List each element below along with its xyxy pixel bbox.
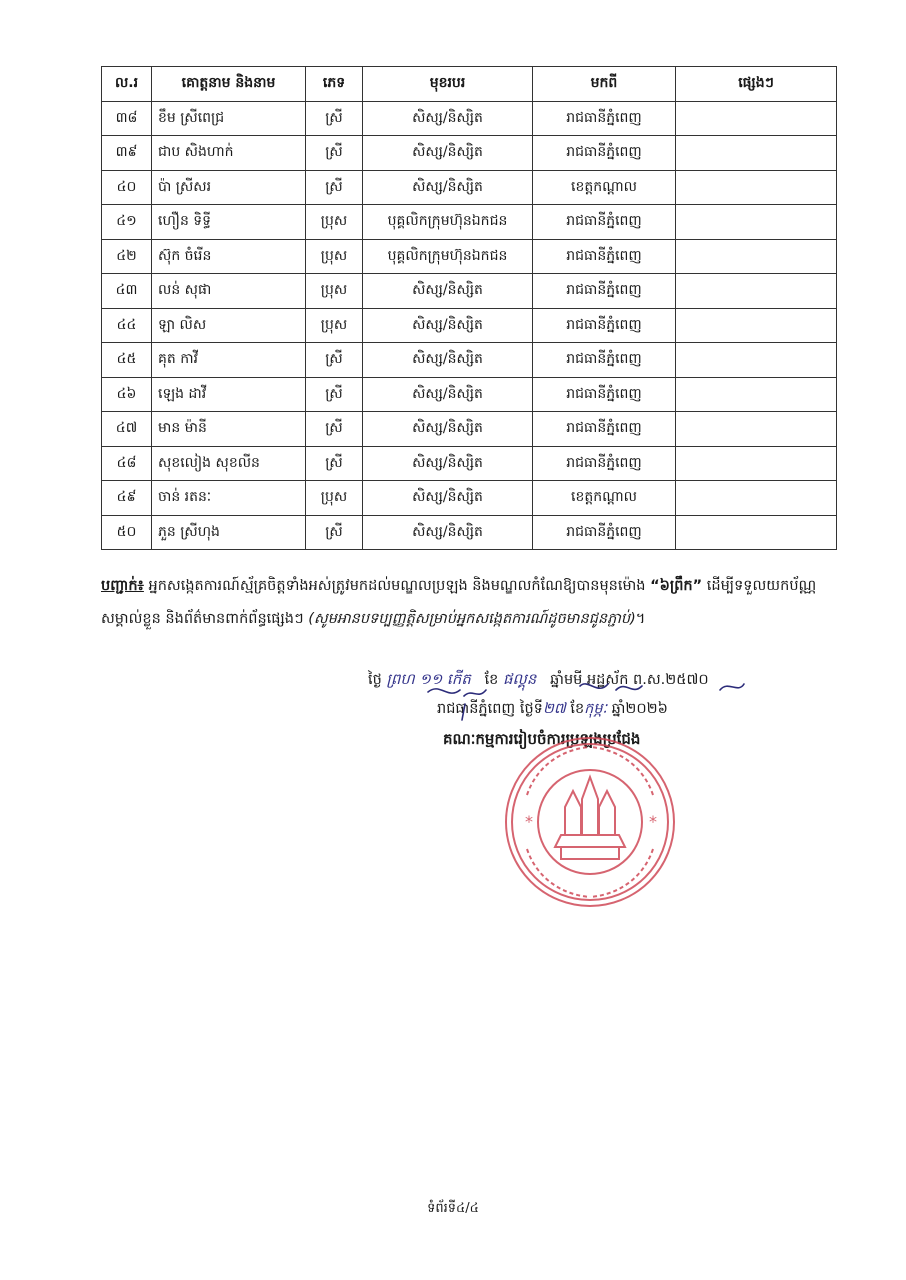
- official-seal-icon: [503, 735, 678, 910]
- row-other: [676, 205, 837, 240]
- row-sex: ស្រី: [306, 136, 363, 171]
- table-row: [102, 205, 837, 240]
- solar-day-handwritten: ២៧: [542, 701, 566, 717]
- row-occupation: សិស្ស/និស្សិត: [363, 446, 533, 481]
- note-label: បញ្ជាក់៖: [101, 578, 144, 594]
- row-number: ៣៨: [102, 101, 152, 136]
- row-occupation: សិស្ស/និស្សិត: [363, 343, 533, 378]
- header-occupation: មុខរបរ: [363, 67, 533, 102]
- table-row: [102, 515, 837, 550]
- table-row: [102, 101, 837, 136]
- row-name: មាន ម៉ានី: [152, 412, 306, 447]
- row-sex: ស្រី: [306, 446, 363, 481]
- row-occupation: សិស្ស/និស្សិត: [363, 308, 533, 343]
- row-occupation: សិស្ស/និស្សិត: [363, 377, 533, 412]
- row-occupation: សិស្ស/និស្សិត: [363, 136, 533, 171]
- row-other: [676, 515, 837, 550]
- row-from: រាជធានីភ្នំពេញ: [533, 136, 676, 171]
- note-time: “៦ព្រឹក”: [650, 578, 703, 594]
- row-number: ៤៧: [102, 412, 152, 447]
- note-text-1: អ្នកសង្កេតការណ៍ស្ម័គ្រចិត្តទាំងអស់ត្រូវមកដល់មណ្ឌលប្រឡង និងមណ្ឌលកំណែឱ្យបានមុនម៉ោង: [143, 578, 651, 594]
- row-other: [676, 446, 837, 481]
- row-other: [676, 274, 837, 309]
- observer-table: [101, 66, 837, 550]
- header-name: គោត្តនាម និងនាម: [152, 67, 306, 102]
- row-occupation: បុគ្គលិកក្រុមហ៊ុនឯកជន: [363, 239, 533, 274]
- row-from: រាជធានីភ្នំពេញ: [533, 515, 676, 550]
- row-other: [676, 136, 837, 171]
- row-occupation: សិស្ស/និស្សិត: [363, 481, 533, 516]
- row-name: ចាន់ រតនៈ: [152, 481, 306, 516]
- row-other: [676, 170, 837, 205]
- row-sex: ប្រុស: [306, 205, 363, 240]
- row-from: ខេត្តកណ្តាល: [533, 481, 676, 516]
- row-sex: ស្រី: [306, 343, 363, 378]
- table-header-row: [102, 67, 837, 102]
- row-name: ភួន ស្រីហុង: [152, 515, 306, 550]
- row-number: ៥០: [102, 515, 152, 550]
- row-from: រាជធានីភ្នំពេញ: [533, 239, 676, 274]
- note-end: ។: [635, 611, 646, 627]
- lunar-year: ឆ្នាំមមី អដ្ឋស័ក ព.ស.២៥៧០: [550, 672, 709, 688]
- signature-icon: [420, 660, 750, 730]
- row-number: ៤៤: [102, 308, 152, 343]
- table-row: [102, 412, 837, 447]
- table-row: [102, 308, 837, 343]
- note-text-2: ដើម្បីទទួលយកប័ណ្ណសម្គាល់ខ្លួន និងព័ត៌មានពាក់ព័ន្ធផ្សេងៗ: [101, 578, 817, 627]
- header-other: ផ្សេងៗ: [676, 67, 837, 102]
- row-other: [676, 343, 837, 378]
- header-from: មកពី: [533, 67, 676, 102]
- solar-month-handwritten: កុម្ភៈ: [584, 701, 607, 717]
- row-number: ៤៦: [102, 377, 152, 412]
- row-name: លន់ សុផា: [152, 274, 306, 309]
- row-number: ៤៨: [102, 446, 152, 481]
- row-other: [676, 239, 837, 274]
- row-from: រាជធានីភ្នំពេញ: [533, 274, 676, 309]
- row-number: ៤០: [102, 170, 152, 205]
- row-other: [676, 308, 837, 343]
- row-sex: ស្រី: [306, 412, 363, 447]
- svg-text:*: *: [525, 812, 533, 831]
- row-name: សុខលៀង សុខលីន: [152, 446, 306, 481]
- row-name: ឡេង ដាវី: [152, 377, 306, 412]
- row-occupation: សិស្ស/និស្សិត: [363, 274, 533, 309]
- row-occupation: បុគ្គលិកក្រុមហ៊ុនឯកជន: [363, 205, 533, 240]
- lunar-day-handwritten: ព្រហ ១១ កើត: [386, 670, 471, 688]
- row-number: ៤២: [102, 239, 152, 274]
- header-sex: ភេទ: [306, 67, 363, 102]
- table-row: [102, 377, 837, 412]
- page-number: ទំព័រទី៤/៤: [427, 1201, 479, 1216]
- solar-month-prefix: ខែ: [570, 701, 585, 717]
- row-name: ហឿន ទិទ្ធី: [152, 205, 306, 240]
- table-row: [102, 274, 837, 309]
- table-row: [102, 446, 837, 481]
- row-occupation: សិស្ស/និស្សិត: [363, 412, 533, 447]
- row-name: ឡា លិស: [152, 308, 306, 343]
- row-sex: ប្រុស: [306, 239, 363, 274]
- table-row: [102, 343, 837, 378]
- lunar-prefix: ថ្ងៃ: [368, 672, 382, 688]
- row-name: គុត កាវី: [152, 343, 306, 378]
- row-other: [676, 377, 837, 412]
- row-sex: ប្រុស: [306, 274, 363, 309]
- row-other: [676, 101, 837, 136]
- svg-text:*: *: [649, 812, 657, 831]
- header-no: ល.រ: [102, 67, 152, 102]
- row-number: ៤៥: [102, 343, 152, 378]
- row-occupation: សិស្ស/និស្សិត: [363, 515, 533, 550]
- table-row: [102, 136, 837, 171]
- note-italic: (សូមអានបទប្បញ្ញត្តិសម្រាប់អ្នកសង្កេតការណ៍ដូចមានជូនភ្ជាប់): [308, 611, 636, 627]
- table-body: [102, 101, 837, 550]
- row-name: ប៉ា ស្រីសរ: [152, 170, 306, 205]
- row-from: រាជធានីភ្នំពេញ: [533, 205, 676, 240]
- table-row: [102, 481, 837, 516]
- row-sex: ប្រុស: [306, 308, 363, 343]
- note-paragraph: [101, 570, 841, 636]
- solar-year: ឆ្នាំ២០២៦: [611, 701, 668, 717]
- row-sex: ស្រី: [306, 101, 363, 136]
- row-from: រាជធានីភ្នំពេញ: [533, 377, 676, 412]
- row-occupation: សិស្ស/និស្សិត: [363, 101, 533, 136]
- row-other: [676, 481, 837, 516]
- row-other: [676, 412, 837, 447]
- row-from: រាជធានីភ្នំពេញ: [533, 343, 676, 378]
- row-number: ៤១: [102, 205, 152, 240]
- committee-name: គណៈកម្មការរៀបចំការប្រឡងប្រជែង: [443, 730, 641, 748]
- row-name: ជាប សិងហាក់: [152, 136, 306, 171]
- row-from: រាជធានីភ្នំពេញ: [533, 446, 676, 481]
- row-number: ៤៣: [102, 274, 152, 309]
- row-sex: ស្រី: [306, 170, 363, 205]
- lunar-month-handwritten: ផល្គុន: [503, 670, 537, 688]
- row-occupation: សិស្ស/និស្សិត: [363, 170, 533, 205]
- row-number: ៤៩: [102, 481, 152, 516]
- lunar-month-prefix: ខែ: [484, 672, 499, 688]
- table-row: [102, 170, 837, 205]
- row-sex: ស្រី: [306, 515, 363, 550]
- row-from: រាជធានីភ្នំពេញ: [533, 101, 676, 136]
- row-number: ៣៩: [102, 136, 152, 171]
- row-sex: ប្រុស: [306, 481, 363, 516]
- row-from: រាជធានីភ្នំពេញ: [533, 412, 676, 447]
- solar-prefix: រាជធានីភ្នំពេញ ថ្ងៃទី: [437, 701, 543, 717]
- row-name: ស៊ុក ចំរើន: [152, 239, 306, 274]
- row-from: ខេត្តកណ្តាល: [533, 170, 676, 205]
- table-row: [102, 239, 837, 274]
- row-sex: ស្រី: [306, 377, 363, 412]
- row-from: រាជធានីភ្នំពេញ: [533, 308, 676, 343]
- row-name: ខឹម ស្រីពេជ្រ: [152, 101, 306, 136]
